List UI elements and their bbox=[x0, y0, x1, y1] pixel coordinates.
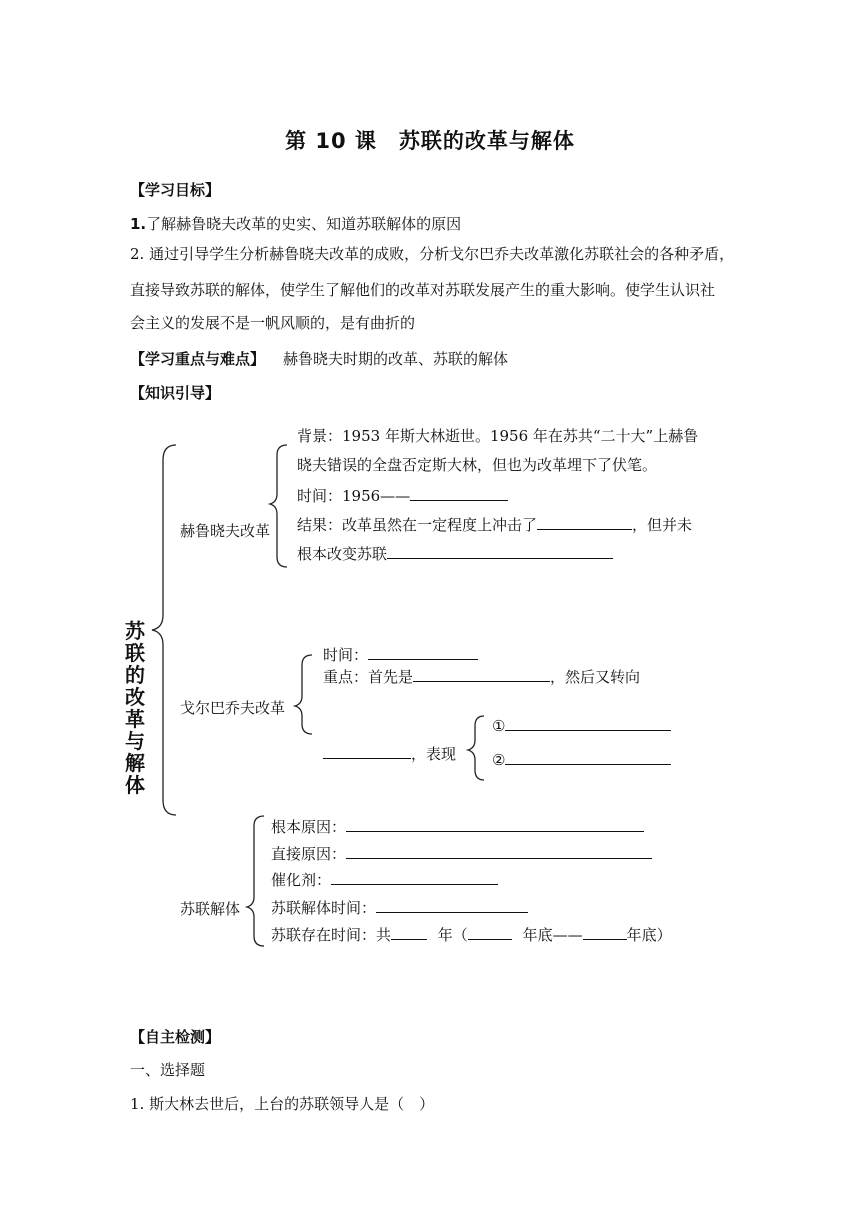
blank-field[interactable] bbox=[391, 923, 427, 940]
key-points-heading: 【学习重点与难点】 bbox=[130, 350, 266, 368]
gorbachev-show bbox=[323, 742, 456, 764]
gorbachev-show-suffix: ，表现 bbox=[411, 745, 457, 763]
khrushchev-result-mid: ，但并未 bbox=[632, 516, 693, 534]
objective-2-line-1: 2. 通过引导学生分析赫鲁晓夫改革的成败，分析戈尔巴乔夫改革激化苏联社会的各种矛盾， bbox=[130, 245, 735, 263]
khrushchev-result-line-2-label: 根本改变苏联 bbox=[297, 545, 388, 563]
blank-field[interactable] bbox=[346, 842, 652, 859]
blank-field[interactable] bbox=[537, 513, 632, 530]
khrushchev-background-1: 背景：1953 年斯大林逝世。1956 年在苏共“二十大”上赫鲁 bbox=[297, 427, 699, 445]
khrushchev-time bbox=[297, 484, 508, 506]
dissolution-label: 苏联解体 bbox=[180, 900, 241, 918]
blank-field[interactable] bbox=[376, 896, 528, 913]
blank-field[interactable] bbox=[368, 643, 478, 660]
gorbachev-brace bbox=[295, 655, 312, 734]
gorbachev-time bbox=[323, 643, 478, 665]
khrushchev-result-line-2 bbox=[297, 542, 613, 564]
gorbachev-label: 戈尔巴乔夫改革 bbox=[180, 699, 286, 717]
item-2-marker: ② bbox=[492, 751, 506, 769]
objective-2-line-2: 直接导致苏联的解体，使学生了解他们的改革对苏联发展产生的重大影响。使学生认识社 bbox=[130, 281, 716, 299]
blank-field[interactable] bbox=[346, 815, 644, 832]
blank-field[interactable] bbox=[387, 542, 613, 559]
gorbachev-item-2 bbox=[492, 748, 671, 769]
exist-end1-text: 年底—— bbox=[522, 926, 583, 944]
objective-2-line-3: 会主义的发展不是一帆风顺的，是有曲折的 bbox=[130, 314, 416, 332]
catalyst-label: 催化剂： bbox=[271, 871, 332, 889]
blank-field[interactable] bbox=[505, 748, 671, 765]
blank-field[interactable] bbox=[468, 923, 512, 940]
blank-field[interactable] bbox=[323, 742, 411, 759]
root-cause-label: 根本原因： bbox=[271, 818, 347, 836]
khrushchev-result bbox=[297, 513, 692, 535]
direct-cause-label: 直接原因： bbox=[271, 845, 347, 863]
key-points-text: 赫鲁晓夫时期的改革、苏联的解体 bbox=[283, 350, 509, 368]
knowledge-heading: 【知识引导】 bbox=[130, 384, 221, 402]
gorbachev-focus-label: 重点：首先是 bbox=[323, 668, 414, 686]
dissolve-time bbox=[271, 896, 528, 918]
blank-field[interactable] bbox=[505, 714, 671, 731]
question-1: 1. 斯大林去世后，上台的苏联领导人是（ ） bbox=[130, 1095, 435, 1113]
blank-field[interactable] bbox=[331, 868, 498, 885]
page-title: 第 10 课 苏联的改革与解体 bbox=[285, 129, 575, 153]
objectives-heading: 【学习目标】 bbox=[130, 181, 221, 199]
khrushchev-result-label: 结果：改革虽然在一定程度上冲击了 bbox=[297, 516, 538, 534]
dissolution-brace bbox=[247, 816, 264, 946]
gorbachev-time-label: 时间： bbox=[323, 646, 369, 664]
khrushchev-background-2: 晓夫错误的全盘否定斯大林，但也为改革埋下了伏笔。 bbox=[297, 456, 658, 474]
blank-field[interactable] bbox=[413, 665, 550, 682]
root-brace bbox=[152, 445, 176, 815]
self-check-heading: 【自主检测】 bbox=[130, 1028, 221, 1046]
khrushchev-brace bbox=[270, 445, 287, 567]
item-1-marker: ① bbox=[492, 717, 506, 735]
gorbachev-item-1 bbox=[492, 714, 671, 735]
blank-field[interactable] bbox=[583, 923, 627, 940]
diagram-root-label: 苏联的改革与解体 bbox=[125, 619, 145, 797]
root-cause bbox=[271, 815, 644, 837]
gorbachev-focus bbox=[323, 665, 640, 687]
manifestation-brace bbox=[468, 716, 484, 780]
exist-end2-text: 年底） bbox=[626, 926, 672, 944]
choice-heading: 一、选择题 bbox=[130, 1061, 206, 1079]
catalyst bbox=[271, 868, 498, 890]
exist-year-text: 年（ bbox=[437, 926, 468, 944]
exist-time-label: 苏联存在时间：共 bbox=[271, 926, 392, 944]
khrushchev-label: 赫鲁晓夫改革 bbox=[180, 522, 271, 540]
dissolve-time-label: 苏联解体时间： bbox=[271, 899, 377, 917]
blank-field[interactable] bbox=[410, 484, 508, 501]
objective-1-text: 了解赫鲁晓夫改革的史实、知道苏联解体的原因 bbox=[146, 215, 462, 233]
khrushchev-time-label: 时间：1956—— bbox=[297, 487, 411, 505]
gorbachev-focus-suffix: ，然后又转向 bbox=[550, 668, 641, 686]
objective-1-number: 1. bbox=[130, 215, 147, 233]
exist-time bbox=[271, 923, 672, 945]
direct-cause bbox=[271, 842, 652, 864]
